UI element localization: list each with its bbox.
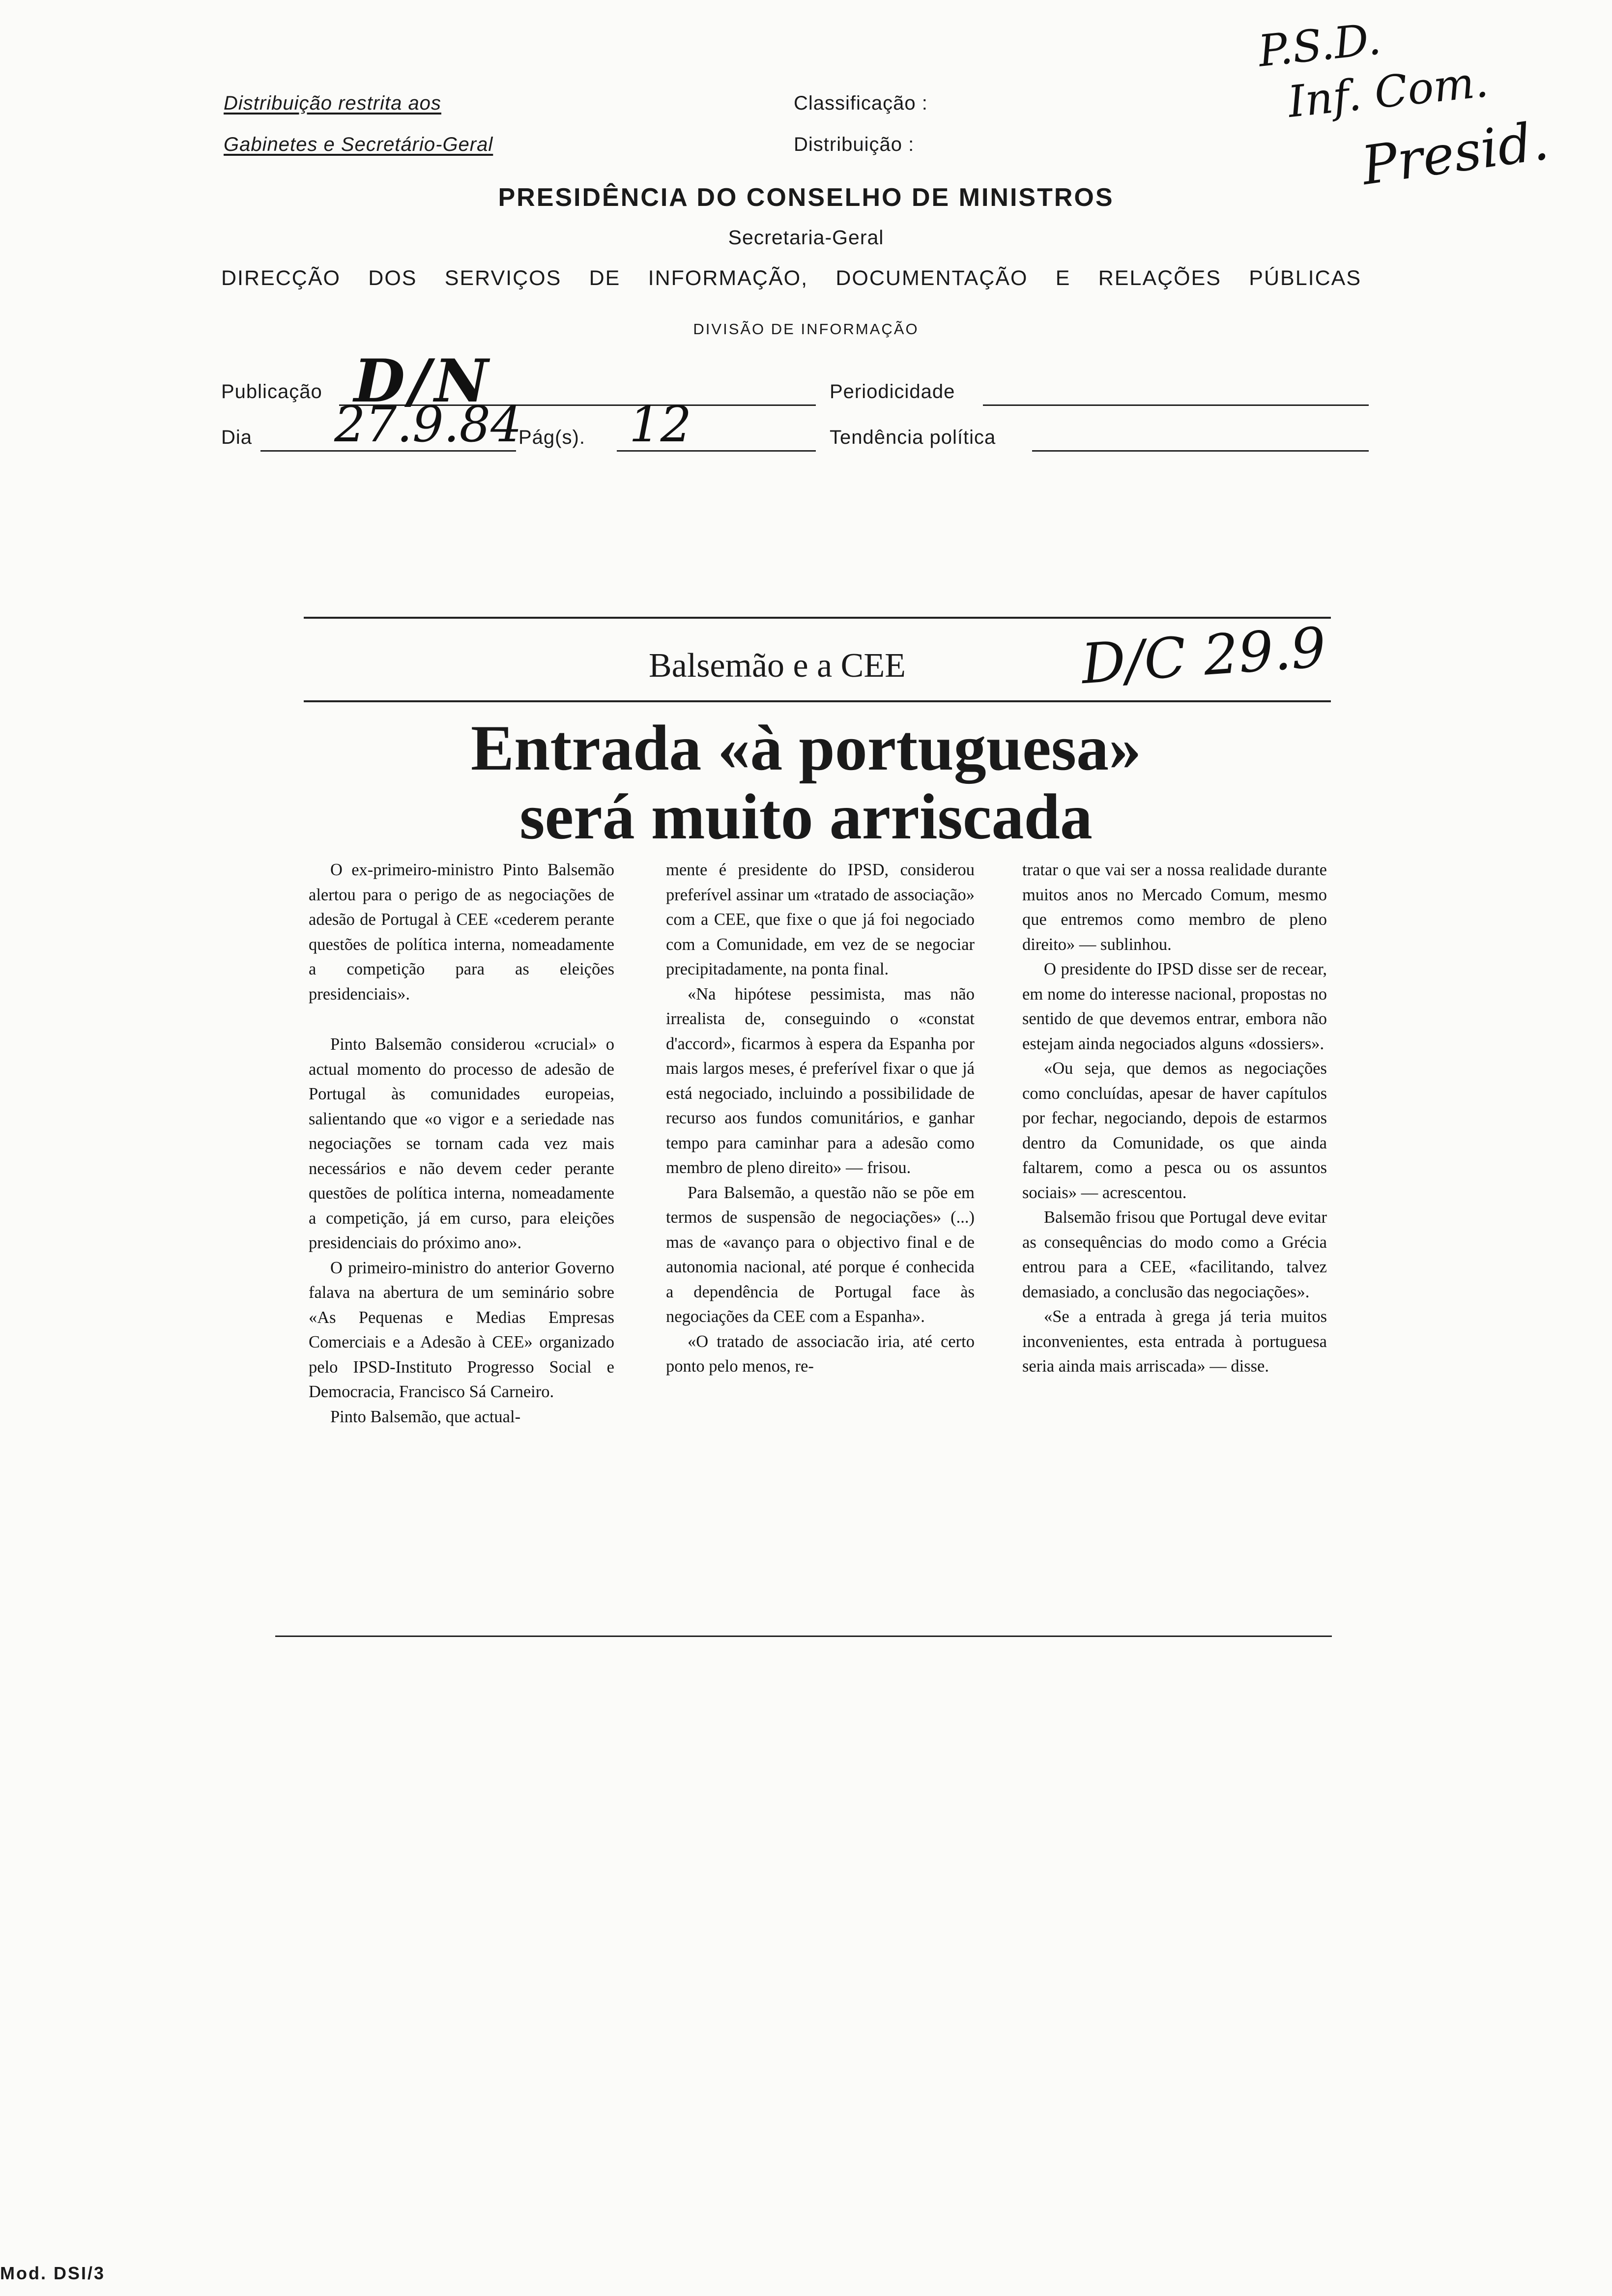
periodicidade-line xyxy=(983,404,1369,406)
annotation-presid: Presid. xyxy=(1358,110,1553,197)
article-headline-line1: Entrada «à portuguesa» xyxy=(470,712,1142,784)
col3-paragraph: Balsemão frisou que Portugal deve evitar as consequências do modo como a Grécia entrou para a CEE, «facilitando, talvez demasiado, a conclusão das negociações». xyxy=(1022,1208,1327,1301)
tendencia-label: Tendência política xyxy=(830,427,996,448)
col2-paragraph: «Na hipótese pessimista, mas não irrealista de, conseguindo o «constat d'accord», ficarmos à espera da Espanha por mais largos meses, é preferível fixar o que já está negociado, incluindo a possibilidade de recurso aos fundos comunitários, e ganhar tempo para caminhar para a adesão como membro de pleno direito» — frisou. xyxy=(666,984,975,1177)
restricted-distribution-line1: Distribuição restrita aos xyxy=(224,92,441,114)
publicacao-value: D/N xyxy=(354,346,492,416)
clipping-bottom-rule xyxy=(275,1636,1332,1637)
form-code: Mod. DSI/3 xyxy=(0,2263,106,2283)
distribuicao-label: Distribuição : xyxy=(794,134,915,155)
col3-paragraph: tratar o que vai ser a nossa realidade durante muitos anos no Mercado Comum, mesmo que entremos como membro de pleno direito» — sublinhou. xyxy=(1022,861,1327,954)
clipping-mark: D/C 29.9 xyxy=(1079,615,1328,697)
col2-paragraph: «O tratado de associacão iria, até certo ponto pelo menos, re- xyxy=(666,1332,975,1376)
pags-label: Pág(s). xyxy=(518,427,585,448)
col1-paragraph: Pinto Balsemão, que actual- xyxy=(330,1407,521,1426)
publicacao-label: Publicação xyxy=(221,381,322,402)
organisation-title: PRESIDÊNCIA DO CONSELHO DE MINISTROS xyxy=(498,183,1114,212)
article-headline-line2: será muito arriscada xyxy=(519,780,1093,853)
col1-paragraph: O ex-primeiro-ministro Pinto Balsemão alertou para o perigo de as negociações de adesão de Portugal à CEE «cederem perante questões de política interna, nomeadamente a competição para as eleições presidenciais». xyxy=(309,861,614,1004)
col3-paragraph: O presidente do IPSD disse ser de recear, em nome do interesse nacional, propostas no sentido de que devemos entrar, embora não estejam ainda negociados alguns «dossiers». xyxy=(1022,960,1327,1053)
direccao-servicos: DIRECÇÃO DOS SERVIÇOS DE INFORMAÇÃO, DOCUMENTAÇÃO E RELAÇÕES PÚBLICAS xyxy=(221,266,1361,290)
tendencia-line xyxy=(1032,450,1369,452)
col3-paragraph: «Ou seja, que demos as negociações como concluídas, apesar de haver capítulos por fechar, negociando, depois de estarmos dentro da Comunidade, os que ainda faltarem, como a pesca ou os assuntos sociais» — acrescentou. xyxy=(1022,1059,1327,1202)
restricted-distribution-line2: Gabinetes e Secretário-Geral xyxy=(224,134,493,155)
annotation-psd: P.S.D. xyxy=(1256,13,1383,77)
secretaria-geral: Secretaria-Geral xyxy=(728,226,884,249)
clipping-top-rule xyxy=(304,617,1331,619)
pags-value: 12 xyxy=(629,396,692,453)
classificacao-label: Classificação : xyxy=(794,92,928,114)
article-column-2 xyxy=(666,858,975,1379)
article-column-1 xyxy=(309,858,614,1429)
col2-paragraph: Para Balsemão, a questão não se põe em termos de suspensão de negociações» (...) mas de «avanço para o objectivo final e de autonomia nacional, até porque é conhecida a dependência de Portugal face às negociações da CEE com a Espanha». xyxy=(666,1183,975,1326)
kicker-rule xyxy=(304,700,1331,702)
col1-paragraph: Pinto Balsemão considerou «crucial» o actual momento do processo de adesão de Portugal às comunidades europeias, salientando que «o vigor e a seriedade nas negociações se tornam cada vez mais necessários e não devem ceder perante questões de política interna, nomeadamente a competição, já em curso, para eleições presidenciais do próximo ano». xyxy=(309,1035,614,1252)
divisao-informacao: DIVISÃO DE INFORMAÇÃO xyxy=(693,320,919,338)
periodicidade-label: Periodicidade xyxy=(830,381,955,402)
article-column-3 xyxy=(1022,858,1327,1379)
dia-label: Dia xyxy=(221,427,253,448)
annotation-inf-com: Inf. Com. xyxy=(1285,56,1491,128)
col1-paragraph: O primeiro-ministro do anterior Governo falava na abertura de um seminário sobre «As Pequenas e Medias Empresas Comerciais e a Adesão à CEE» organizado pelo IPSD-Instituto Progresso Social e Democracia, Francisco Sá Carneiro. xyxy=(309,1258,614,1401)
dia-value: 27.9.84 xyxy=(334,396,522,453)
article-kicker: Balsemão e a CEE xyxy=(649,647,906,685)
col3-paragraph: «Se a entrada à grega já teria muitos inconvenientes, esta entrada à portuguesa seria ainda mais arriscada» — disse. xyxy=(1022,1307,1327,1376)
col2-paragraph: mente é presidente do IPSD, considerou preferível assinar um «tratado de associação» com a CEE, que fixe o que já foi negociado com a Comunidade, em vez de se negociar precipitadamente, na ponta final. xyxy=(666,861,975,978)
